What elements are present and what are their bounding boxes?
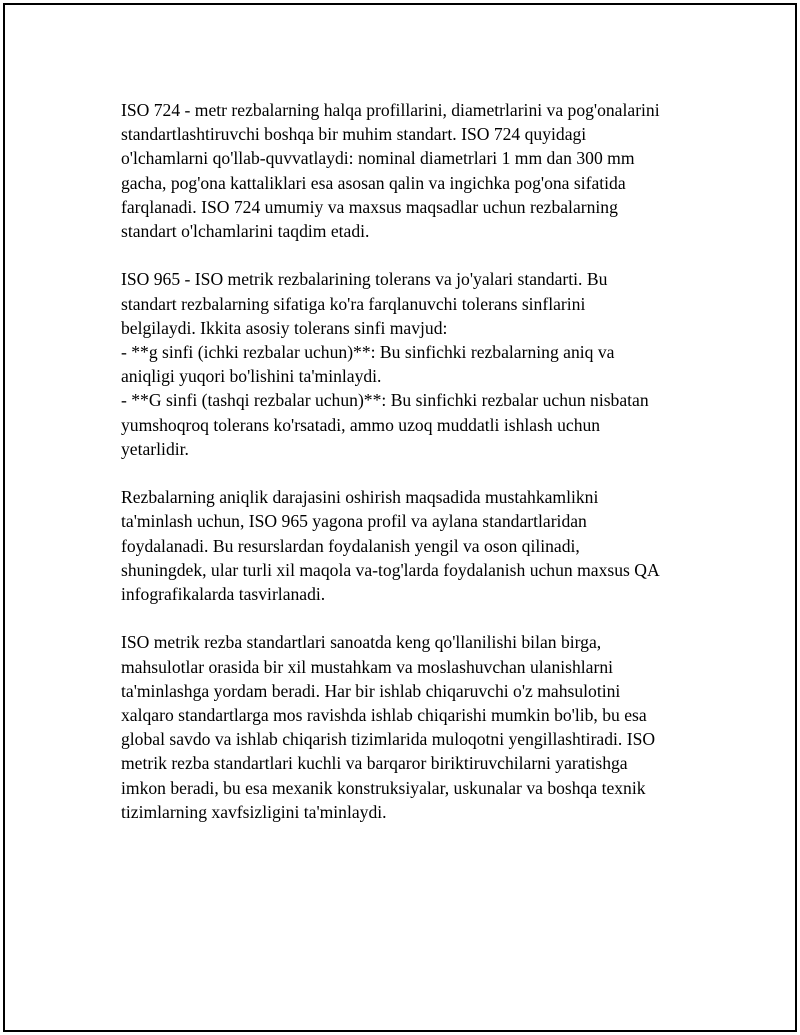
text-line: metrik rezba standartlari kuchli va barqaror biriktiruvchilarni yaratishga bbox=[121, 753, 628, 774]
text-line: farqlanadi. ISO 724 umumiy va maxsus maqsadlar uchun rezbalarning bbox=[121, 196, 618, 217]
text-line: ta'minlashga yordam beradi. Har bir ishlab chiqaruvchi o'z mahsulotini bbox=[121, 680, 621, 701]
paragraph-industry-use bbox=[121, 630, 701, 824]
document-body bbox=[121, 98, 701, 848]
text-line: standart o'lchamlarini taqdim etadi. bbox=[121, 221, 370, 242]
text-line: standartlashtiruvchi boshqa bir muhim standart. ISO 724 quyidagi bbox=[121, 124, 587, 145]
text-line: yumshoqroq tolerans ko'rsatadi, ammo uzoq muddatli ishlash uchun bbox=[121, 414, 601, 435]
text-line: ta'minlash uchun, ISO 965 yagona profil va aylana standartlaridan bbox=[121, 511, 587, 532]
text-line: ISO 965 - ISO metrik rezbalarining tolerans va jo'yalari standarti. Bu bbox=[121, 269, 608, 290]
text-line: xalqaro standartlarga mos ravishda ishlab chiqarishi mumkin bo'lib, bu esa bbox=[121, 705, 647, 726]
text-line: standart rezbalarning sifatiga ko'ra farqlanuvchi tolerans sinflarini bbox=[121, 293, 586, 314]
list-item-G-class: - **G sinfi (tashqi rezbalar uchun)**: Bu sinfichki rezbalar uchun nisbatan bbox=[121, 390, 649, 411]
text-line: foydalanadi. Bu resurslardan foydalanish yengil va oson qilinadi, bbox=[121, 535, 580, 556]
text-line: ISO metrik rezba standartlari sanoatda keng qo'llanilishi bilan birga, bbox=[121, 632, 602, 653]
text-line: gacha, pog'ona kattaliklari esa asosan qalin va ingichka pog'ona sifatida bbox=[121, 172, 626, 193]
text-line: Rezbalarning aniqlik darajasini oshirish maqsadida mustahkamlikni bbox=[121, 487, 599, 508]
paragraph-iso-965 bbox=[121, 267, 701, 461]
text-line: ISO 724 - metr rezbalarning halqa profillarini, diametrlarini va pog'onalarini bbox=[121, 100, 660, 120]
paragraph-accuracy bbox=[121, 485, 701, 606]
text-line: tizimlarning xavfsizligini ta'minlaydi. bbox=[121, 801, 387, 822]
paragraph-iso-724 bbox=[121, 98, 701, 243]
text-line: imkon beradi, bu esa mexanik konstruksiyalar, uskunalar va boshqa texnik bbox=[121, 777, 646, 798]
text-line: yetarlidir. bbox=[121, 438, 189, 459]
text-line: shuningdek, ular turli xil maqola va-tog'larda foydalanish uchun maxsus QA bbox=[121, 559, 660, 580]
text-line: mahsulotlar orasida bir xil mustahkam va moslashuvchan ulanishlarni bbox=[121, 656, 614, 677]
text-line: aniqligi yuqori bo'lishini ta'minlaydi. bbox=[121, 366, 382, 387]
text-line: global savdo va ishlab chiqarish tizimlarida muloqotni yengillashtiradi. ISO bbox=[121, 729, 656, 750]
text-line: belgilaydi. Ikkita asosiy tolerans sinfi mavjud: bbox=[121, 317, 448, 338]
text-line: infografikalarda tasvirlanadi. bbox=[121, 584, 326, 605]
list-item-g-class: - **g sinfi (ichki rezbalar uchun)**: Bu sinfichki rezbalarning aniq va bbox=[121, 342, 615, 363]
document-page bbox=[3, 3, 797, 1032]
text-line: o'lchamlarni qo'llab-quvvatlaydi: nominal diametrlari 1 mm dan 300 mm bbox=[121, 148, 635, 169]
